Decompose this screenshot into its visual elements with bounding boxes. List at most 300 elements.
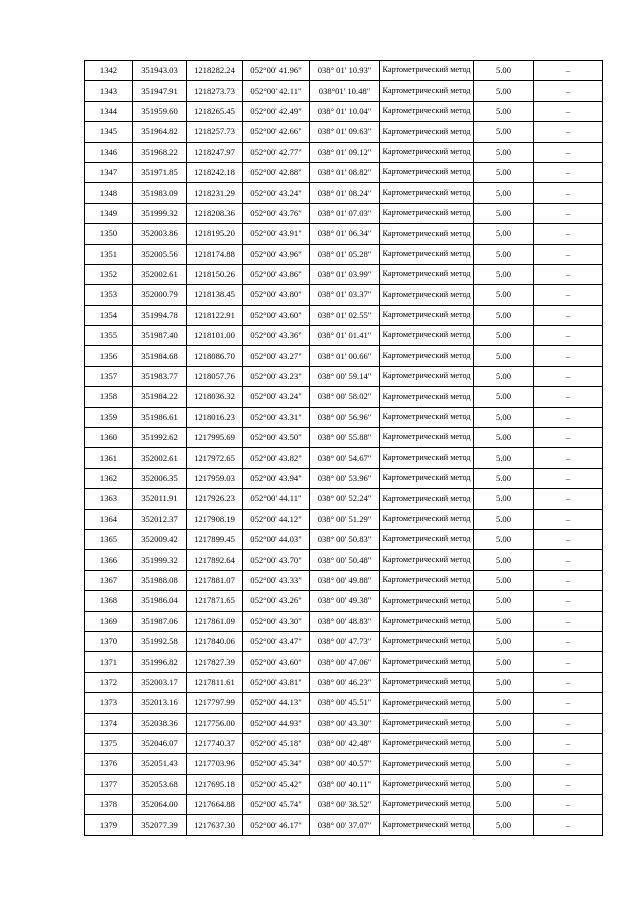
note-cell: – <box>534 591 603 611</box>
y-coordinate-cell: 1218016.23 <box>187 407 243 427</box>
note-cell: – <box>534 162 603 182</box>
table-row <box>85 224 603 244</box>
accuracy-cell: 5.00 <box>474 652 534 672</box>
table-row <box>85 448 603 468</box>
latitude-cell: 052°00' 43.47" <box>243 631 310 651</box>
point-number-cell: 1348 <box>85 183 133 203</box>
note-cell: – <box>534 81 603 101</box>
table-row <box>85 183 603 203</box>
method-cell: Картометрический метод <box>380 468 474 488</box>
latitude-cell: 052°00' 41.96" <box>243 61 310 81</box>
latitude-cell: 052°00' 43.94" <box>243 468 310 488</box>
longitude-cell: 038° 00' 49.88" <box>310 570 380 590</box>
latitude-cell: 052°00' 42.77" <box>243 142 310 162</box>
x-coordinate-cell: 352006.35 <box>133 468 187 488</box>
accuracy-cell: 5.00 <box>474 366 534 386</box>
y-coordinate-cell: 1217861.09 <box>187 611 243 631</box>
y-coordinate-cell: 1218231.29 <box>187 183 243 203</box>
y-coordinate-cell: 1217871.65 <box>187 591 243 611</box>
latitude-cell: 052°00' 42.49" <box>243 101 310 121</box>
note-cell: – <box>534 631 603 651</box>
y-coordinate-cell: 1217797.99 <box>187 693 243 713</box>
note-cell: – <box>534 672 603 692</box>
table-row <box>85 550 603 570</box>
table-row <box>85 733 603 753</box>
point-number-cell: 1342 <box>85 61 133 81</box>
latitude-cell: 052°00' 43.60" <box>243 305 310 325</box>
point-number-cell: 1368 <box>85 591 133 611</box>
table-row <box>85 101 603 121</box>
point-number-cell: 1360 <box>85 428 133 448</box>
note-cell: – <box>534 489 603 509</box>
point-number-cell: 1349 <box>85 203 133 223</box>
point-number-cell: 1358 <box>85 387 133 407</box>
note-cell: – <box>534 326 603 346</box>
longitude-cell: 038° 00' 53.96" <box>310 468 380 488</box>
x-coordinate-cell: 352012.37 <box>133 509 187 529</box>
y-coordinate-cell: 1218036.32 <box>187 387 243 407</box>
latitude-cell: 052°00' 43.23" <box>243 366 310 386</box>
longitude-cell: 038° 01' 09.63" <box>310 122 380 142</box>
point-number-cell: 1377 <box>85 774 133 794</box>
latitude-cell: 052°00' 45.42" <box>243 774 310 794</box>
accuracy-cell: 5.00 <box>474 183 534 203</box>
longitude-cell: 038° 01' 07.03" <box>310 203 380 223</box>
point-number-cell: 1364 <box>85 509 133 529</box>
accuracy-cell: 5.00 <box>474 611 534 631</box>
y-coordinate-cell: 1217840.06 <box>187 631 243 651</box>
note-cell: – <box>534 407 603 427</box>
table-row <box>85 489 603 509</box>
point-number-cell: 1356 <box>85 346 133 366</box>
point-number-cell: 1359 <box>85 407 133 427</box>
point-number-cell: 1375 <box>85 733 133 753</box>
note-cell: – <box>534 693 603 713</box>
method-cell: Картометрический метод <box>380 529 474 549</box>
accuracy-cell: 5.00 <box>474 203 534 223</box>
method-cell: Картометрический метод <box>380 611 474 631</box>
point-number-cell: 1363 <box>85 489 133 509</box>
accuracy-cell: 5.00 <box>474 285 534 305</box>
point-number-cell: 1343 <box>85 81 133 101</box>
note-cell: – <box>534 101 603 121</box>
table-row <box>85 652 603 672</box>
accuracy-cell: 5.00 <box>474 693 534 713</box>
longitude-cell: 038° 01' 08.24" <box>310 183 380 203</box>
note-cell: – <box>534 264 603 284</box>
accuracy-cell: 5.00 <box>474 407 534 427</box>
x-coordinate-cell: 352009.42 <box>133 529 187 549</box>
table-row <box>85 713 603 733</box>
accuracy-cell: 5.00 <box>474 305 534 325</box>
note-cell: – <box>534 733 603 753</box>
accuracy-cell: 5.00 <box>474 142 534 162</box>
note-cell: – <box>534 142 603 162</box>
method-cell: Картометрический метод <box>380 366 474 386</box>
x-coordinate-cell: 351994.78 <box>133 305 187 325</box>
latitude-cell: 052°00' 43.86" <box>243 264 310 284</box>
table-row <box>85 428 603 448</box>
accuracy-cell: 5.00 <box>474 387 534 407</box>
x-coordinate-cell: 351986.61 <box>133 407 187 427</box>
y-coordinate-cell: 1217827.39 <box>187 652 243 672</box>
x-coordinate-cell: 352002.61 <box>133 264 187 284</box>
latitude-cell: 052°00' 45.18" <box>243 733 310 753</box>
x-coordinate-cell: 351986.04 <box>133 591 187 611</box>
point-number-cell: 1347 <box>85 162 133 182</box>
x-coordinate-cell: 352002.61 <box>133 448 187 468</box>
accuracy-cell: 5.00 <box>474 713 534 733</box>
accuracy-cell: 5.00 <box>474 591 534 611</box>
x-coordinate-cell: 351943.03 <box>133 61 187 81</box>
accuracy-cell: 5.00 <box>474 468 534 488</box>
y-coordinate-cell: 1217664.88 <box>187 795 243 815</box>
y-coordinate-cell: 1218195.20 <box>187 224 243 244</box>
method-cell: Картометрический метод <box>380 244 474 264</box>
x-coordinate-cell: 352011.91 <box>133 489 187 509</box>
method-cell: Картометрический метод <box>380 122 474 142</box>
point-number-cell: 1350 <box>85 224 133 244</box>
x-coordinate-cell: 351992.62 <box>133 428 187 448</box>
x-coordinate-cell: 352000.79 <box>133 285 187 305</box>
accuracy-cell: 5.00 <box>474 346 534 366</box>
accuracy-cell: 5.00 <box>474 224 534 244</box>
point-number-cell: 1362 <box>85 468 133 488</box>
method-cell: Картометрический метод <box>380 81 474 101</box>
longitude-cell: 038° 00' 50.83" <box>310 529 380 549</box>
longitude-cell: 038° 00' 49.38" <box>310 591 380 611</box>
y-coordinate-cell: 1217811.61 <box>187 672 243 692</box>
x-coordinate-cell: 352038.36 <box>133 713 187 733</box>
x-coordinate-cell: 352013.16 <box>133 693 187 713</box>
longitude-cell: 038° 00' 46.23" <box>310 672 380 692</box>
accuracy-cell: 5.00 <box>474 754 534 774</box>
table-row <box>85 387 603 407</box>
table-row <box>85 264 603 284</box>
latitude-cell: 052°00' 43.24" <box>243 387 310 407</box>
longitude-cell: 038° 00' 40.11" <box>310 774 380 794</box>
point-number-cell: 1370 <box>85 631 133 651</box>
x-coordinate-cell: 352051.43 <box>133 754 187 774</box>
point-number-cell: 1366 <box>85 550 133 570</box>
x-coordinate-cell: 351983.77 <box>133 366 187 386</box>
method-cell: Картометрический метод <box>380 550 474 570</box>
latitude-cell: 052°00' 43.60" <box>243 652 310 672</box>
note-cell: – <box>534 122 603 142</box>
method-cell: Картометрический метод <box>380 285 474 305</box>
method-cell: Картометрический метод <box>380 693 474 713</box>
latitude-cell: 052°00' 43.82" <box>243 448 310 468</box>
coordinates-table-body <box>85 61 603 836</box>
method-cell: Картометрический метод <box>380 448 474 468</box>
note-cell: – <box>534 61 603 81</box>
note-cell: – <box>534 774 603 794</box>
method-cell: Картометрический метод <box>380 733 474 753</box>
latitude-cell: 052°00' 45.34" <box>243 754 310 774</box>
accuracy-cell: 5.00 <box>474 570 534 590</box>
note-cell: – <box>534 285 603 305</box>
accuracy-cell: 5.00 <box>474 733 534 753</box>
table-row <box>85 693 603 713</box>
note-cell: – <box>534 448 603 468</box>
method-cell: Картометрический метод <box>380 652 474 672</box>
method-cell: Картометрический метод <box>380 631 474 651</box>
note-cell: – <box>534 754 603 774</box>
note-cell: – <box>534 550 603 570</box>
latitude-cell: 052°00' 43.27" <box>243 346 310 366</box>
accuracy-cell: 5.00 <box>474 774 534 794</box>
table-row <box>85 285 603 305</box>
point-number-cell: 1361 <box>85 448 133 468</box>
longitude-cell: 038° 01' 03.99" <box>310 264 380 284</box>
point-number-cell: 1376 <box>85 754 133 774</box>
y-coordinate-cell: 1218138.45 <box>187 285 243 305</box>
method-cell: Картометрический метод <box>380 264 474 284</box>
method-cell: Картометрический метод <box>380 183 474 203</box>
note-cell: – <box>534 183 603 203</box>
latitude-cell: 052°00' 43.33" <box>243 570 310 590</box>
y-coordinate-cell: 1217637.30 <box>187 815 243 835</box>
y-coordinate-cell: 1217926.23 <box>187 489 243 509</box>
table-row <box>85 611 603 631</box>
x-coordinate-cell: 352077.39 <box>133 815 187 835</box>
table-row <box>85 631 603 651</box>
method-cell: Картометрический метод <box>380 774 474 794</box>
table-row <box>85 591 603 611</box>
longitude-cell: 038° 00' 48.83" <box>310 611 380 631</box>
point-number-cell: 1365 <box>85 529 133 549</box>
longitude-cell: 038°01' 10.48" <box>310 81 380 101</box>
table-row <box>85 81 603 101</box>
table-row <box>85 795 603 815</box>
table-row <box>85 815 603 835</box>
note-cell: – <box>534 346 603 366</box>
note-cell: – <box>534 224 603 244</box>
longitude-cell: 038° 01' 02.55" <box>310 305 380 325</box>
note-cell: – <box>534 570 603 590</box>
latitude-cell: 052°00' 43.30" <box>243 611 310 631</box>
table-row <box>85 468 603 488</box>
latitude-cell: 052°00' 45.74" <box>243 795 310 815</box>
point-number-cell: 1352 <box>85 264 133 284</box>
x-coordinate-cell: 351971.85 <box>133 162 187 182</box>
longitude-cell: 038° 00' 51.29" <box>310 509 380 529</box>
accuracy-cell: 5.00 <box>474 550 534 570</box>
latitude-cell: 052°00' 43.24" <box>243 183 310 203</box>
table-row <box>85 346 603 366</box>
y-coordinate-cell: 1218257.73 <box>187 122 243 142</box>
method-cell: Картометрический метод <box>380 142 474 162</box>
point-number-cell: 1373 <box>85 693 133 713</box>
point-number-cell: 1355 <box>85 326 133 346</box>
y-coordinate-cell: 1217740.37 <box>187 733 243 753</box>
table-row <box>85 203 603 223</box>
x-coordinate-cell: 351983.09 <box>133 183 187 203</box>
note-cell: – <box>534 795 603 815</box>
longitude-cell: 038° 00' 54.67" <box>310 448 380 468</box>
method-cell: Картометрический метод <box>380 61 474 81</box>
method-cell: Картометрический метод <box>380 570 474 590</box>
note-cell: – <box>534 713 603 733</box>
note-cell: – <box>534 428 603 448</box>
method-cell: Картометрический метод <box>380 509 474 529</box>
method-cell: Картометрический метод <box>380 795 474 815</box>
latitude-cell: 052°00' 44.12" <box>243 509 310 529</box>
table-row <box>85 162 603 182</box>
longitude-cell: 038° 01' 10.93" <box>310 61 380 81</box>
latitude-cell: 052°00' 43.31" <box>243 407 310 427</box>
longitude-cell: 038° 01' 06.34" <box>310 224 380 244</box>
method-cell: Картометрический метод <box>380 203 474 223</box>
latitude-cell: 052°00' 43.80" <box>243 285 310 305</box>
accuracy-cell: 5.00 <box>474 448 534 468</box>
note-cell: – <box>534 244 603 264</box>
note-cell: – <box>534 468 603 488</box>
latitude-cell: 052°00' 46.17" <box>243 815 310 835</box>
latitude-cell: 052°00' 42.11" <box>243 81 310 101</box>
accuracy-cell: 5.00 <box>474 326 534 346</box>
point-number-cell: 1369 <box>85 611 133 631</box>
x-coordinate-cell: 351987.40 <box>133 326 187 346</box>
x-coordinate-cell: 352053.68 <box>133 774 187 794</box>
x-coordinate-cell: 351984.68 <box>133 346 187 366</box>
longitude-cell: 038° 00' 47.06" <box>310 652 380 672</box>
x-coordinate-cell: 351959.60 <box>133 101 187 121</box>
point-number-cell: 1367 <box>85 570 133 590</box>
longitude-cell: 038° 00' 47.73" <box>310 631 380 651</box>
y-coordinate-cell: 1217995.69 <box>187 428 243 448</box>
method-cell: Картометрический метод <box>380 591 474 611</box>
longitude-cell: 038° 00' 55.88" <box>310 428 380 448</box>
x-coordinate-cell: 351964.82 <box>133 122 187 142</box>
note-cell: – <box>534 652 603 672</box>
latitude-cell: 052°00' 42.66" <box>243 122 310 142</box>
y-coordinate-cell: 1218265.45 <box>187 101 243 121</box>
x-coordinate-cell: 351999.32 <box>133 550 187 570</box>
accuracy-cell: 5.00 <box>474 101 534 121</box>
longitude-cell: 038° 00' 45.51" <box>310 693 380 713</box>
y-coordinate-cell: 1217959.03 <box>187 468 243 488</box>
longitude-cell: 038° 01' 09.12" <box>310 142 380 162</box>
longitude-cell: 038° 01' 10.04" <box>310 101 380 121</box>
method-cell: Картометрический метод <box>380 346 474 366</box>
method-cell: Картометрический метод <box>380 162 474 182</box>
note-cell: – <box>534 203 603 223</box>
method-cell: Картометрический метод <box>380 326 474 346</box>
accuracy-cell: 5.00 <box>474 428 534 448</box>
table-row <box>85 509 603 529</box>
note-cell: – <box>534 611 603 631</box>
x-coordinate-cell: 351988.08 <box>133 570 187 590</box>
point-number-cell: 1346 <box>85 142 133 162</box>
note-cell: – <box>534 529 603 549</box>
y-coordinate-cell: 1218122.91 <box>187 305 243 325</box>
table-row <box>85 529 603 549</box>
x-coordinate-cell: 351968.22 <box>133 142 187 162</box>
x-coordinate-cell: 351999.32 <box>133 203 187 223</box>
point-number-cell: 1378 <box>85 795 133 815</box>
y-coordinate-cell: 1218282.24 <box>187 61 243 81</box>
longitude-cell: 038° 00' 50.48" <box>310 550 380 570</box>
latitude-cell: 052°00' 43.96" <box>243 244 310 264</box>
accuracy-cell: 5.00 <box>474 631 534 651</box>
point-number-cell: 1351 <box>85 244 133 264</box>
point-number-cell: 1379 <box>85 815 133 835</box>
latitude-cell: 052°00' 43.36" <box>243 326 310 346</box>
table-row <box>85 754 603 774</box>
accuracy-cell: 5.00 <box>474 672 534 692</box>
longitude-cell: 038° 00' 38.52" <box>310 795 380 815</box>
latitude-cell: 052°00' 43.70" <box>243 550 310 570</box>
x-coordinate-cell: 351992.58 <box>133 631 187 651</box>
method-cell: Картометрический метод <box>380 224 474 244</box>
table-row <box>85 61 603 81</box>
latitude-cell: 052°00' 43.76" <box>243 203 310 223</box>
note-cell: – <box>534 387 603 407</box>
method-cell: Картометрический метод <box>380 754 474 774</box>
method-cell: Картометрический метод <box>380 713 474 733</box>
latitude-cell: 052°00' 44.13" <box>243 693 310 713</box>
latitude-cell: 052°00' 44.93" <box>243 713 310 733</box>
latitude-cell: 052°00' 43.50" <box>243 428 310 448</box>
table-row <box>85 366 603 386</box>
y-coordinate-cell: 1218174.88 <box>187 244 243 264</box>
longitude-cell: 038° 00' 37.07" <box>310 815 380 835</box>
latitude-cell: 052°00' 44.03" <box>243 529 310 549</box>
y-coordinate-cell: 1217892.64 <box>187 550 243 570</box>
note-cell: – <box>534 815 603 835</box>
longitude-cell: 038° 00' 56.96" <box>310 407 380 427</box>
accuracy-cell: 5.00 <box>474 264 534 284</box>
accuracy-cell: 5.00 <box>474 122 534 142</box>
y-coordinate-cell: 1218150.26 <box>187 264 243 284</box>
x-coordinate-cell: 351947.91 <box>133 81 187 101</box>
y-coordinate-cell: 1217756.00 <box>187 713 243 733</box>
y-coordinate-cell: 1218101.00 <box>187 326 243 346</box>
y-coordinate-cell: 1218242.18 <box>187 162 243 182</box>
longitude-cell: 038° 01' 08.82" <box>310 162 380 182</box>
method-cell: Картометрический метод <box>380 101 474 121</box>
method-cell: Картометрический метод <box>380 305 474 325</box>
table-row <box>85 774 603 794</box>
accuracy-cell: 5.00 <box>474 162 534 182</box>
y-coordinate-cell: 1217972.65 <box>187 448 243 468</box>
longitude-cell: 038° 01' 05.28" <box>310 244 380 264</box>
longitude-cell: 038° 01' 00.66" <box>310 346 380 366</box>
table-row <box>85 672 603 692</box>
longitude-cell: 038° 00' 52.24" <box>310 489 380 509</box>
latitude-cell: 052°00' 42.88" <box>243 162 310 182</box>
table-row <box>85 122 603 142</box>
accuracy-cell: 5.00 <box>474 244 534 264</box>
longitude-cell: 038° 01' 01.41" <box>310 326 380 346</box>
x-coordinate-cell: 352046.07 <box>133 733 187 753</box>
y-coordinate-cell: 1218208.36 <box>187 203 243 223</box>
table-row <box>85 570 603 590</box>
point-number-cell: 1354 <box>85 305 133 325</box>
point-number-cell: 1353 <box>85 285 133 305</box>
y-coordinate-cell: 1217881.07 <box>187 570 243 590</box>
point-number-cell: 1372 <box>85 672 133 692</box>
coordinates-table <box>84 60 603 836</box>
latitude-cell: 052°00' 43.26" <box>243 591 310 611</box>
latitude-cell: 052°00' 44.11" <box>243 489 310 509</box>
latitude-cell: 052°00' 43.91" <box>243 224 310 244</box>
x-coordinate-cell: 351984.22 <box>133 387 187 407</box>
table-row <box>85 305 603 325</box>
longitude-cell: 038° 00' 42.48" <box>310 733 380 753</box>
y-coordinate-cell: 1217899.45 <box>187 529 243 549</box>
